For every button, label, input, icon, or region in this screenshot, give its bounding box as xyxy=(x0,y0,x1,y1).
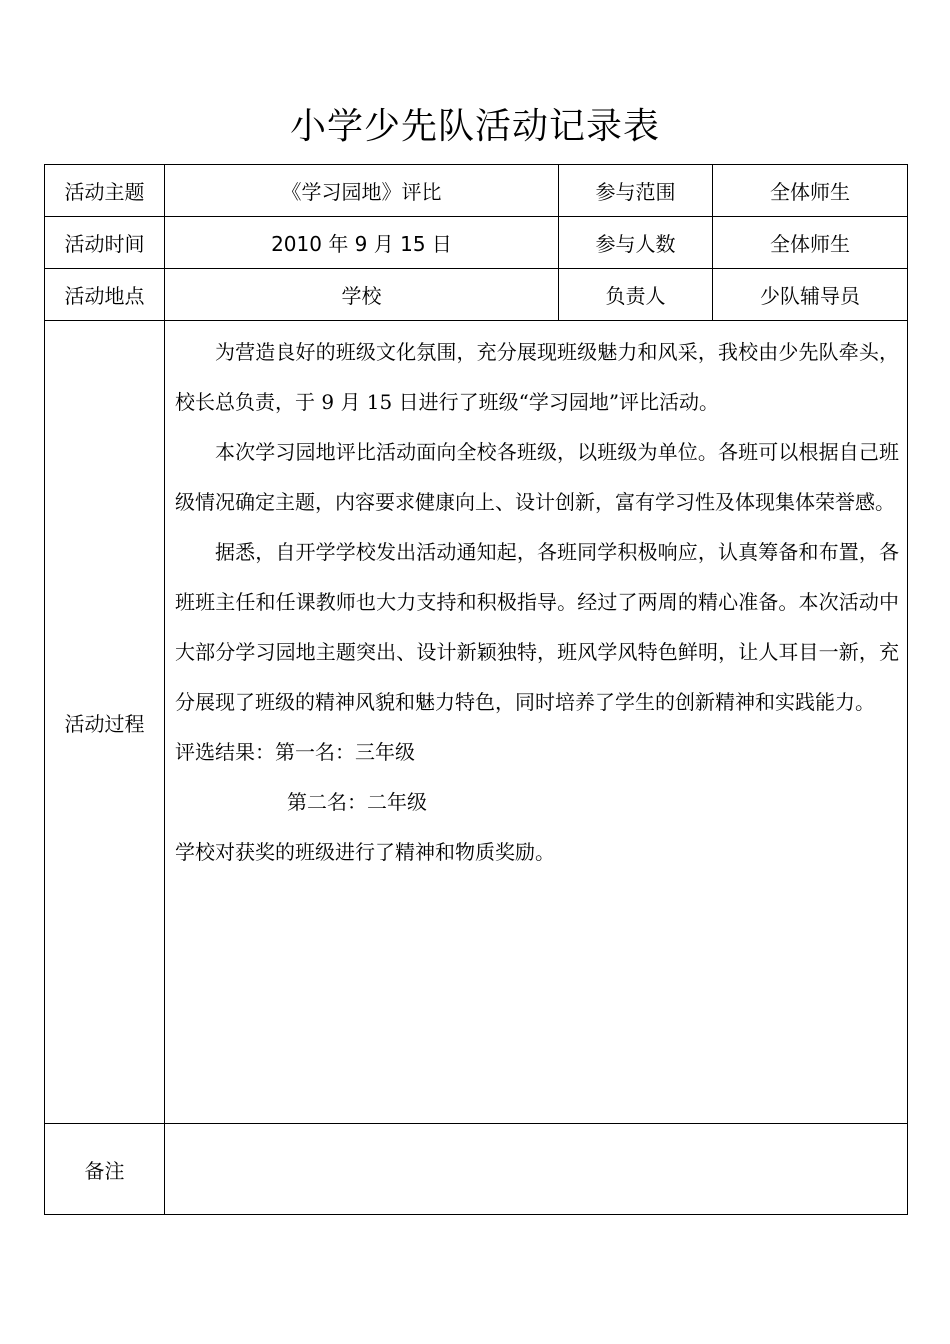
time-value: 2010 年 9 月 15 日 xyxy=(165,217,559,269)
count-value: 全体师生 xyxy=(713,217,908,269)
leader-value: 少队辅导员 xyxy=(713,269,908,321)
count-label: 参与人数 xyxy=(559,217,713,269)
process-paragraph-1: 为营造良好的班级文化氛围，充分展现班级魅力和风采，我校由少先队牵头，校长总负责，于 9 月 15 日进行了班级“学习园地”评比活动。 xyxy=(175,340,899,414)
table-row-place xyxy=(45,269,908,321)
activity-record-table xyxy=(44,164,908,1215)
place-value: 学校 xyxy=(165,269,559,321)
leader-label: 负责人 xyxy=(559,269,713,321)
theme-label: 活动主题 xyxy=(45,165,165,217)
process-label: 活动过程 xyxy=(45,321,165,1124)
result-first-place: 评选结果：第一名：三年级 xyxy=(175,740,415,764)
process-content xyxy=(165,321,908,1124)
scope-label: 参与范围 xyxy=(559,165,713,217)
result-second-place: 第二名：二年级 xyxy=(287,790,427,814)
closing-text: 学校对获奖的班级进行了精神和物质奖励。 xyxy=(175,840,555,864)
table-row-remark xyxy=(45,1124,908,1215)
scope-value: 全体师生 xyxy=(713,165,908,217)
table-row-theme xyxy=(45,165,908,217)
process-paragraph-3: 据悉，自开学学校发出活动通知起，各班同学积极响应，认真筹备和布置，各班班主任和任课教师也大力支持和积极指导。经过了两周的精心准备。本次活动中大部分学习园地主题突出、设计新颖独特，班风学风特色鲜明，让人耳目一新，充分展现了班级的精神风貌和魅力特色，同时培养了学生的创新精神和实践能力。 xyxy=(175,540,899,714)
time-label: 活动时间 xyxy=(45,217,165,269)
table-row-process xyxy=(45,321,908,1124)
remark-value xyxy=(165,1124,908,1215)
page-title: 小学少先队活动记录表 xyxy=(289,106,660,147)
remark-label: 备注 xyxy=(45,1124,165,1215)
place-label: 活动地点 xyxy=(45,269,165,321)
process-paragraph-2: 本次学习园地评比活动面向全校各班级，以班级为单位。各班可以根据自己班级情况确定主题，内容要求健康向上、设计创新，富有学习性及体现集体荣誉感。 xyxy=(175,440,899,514)
table-row-time xyxy=(45,217,908,269)
theme-value: 《学习园地》评比 xyxy=(165,165,559,217)
